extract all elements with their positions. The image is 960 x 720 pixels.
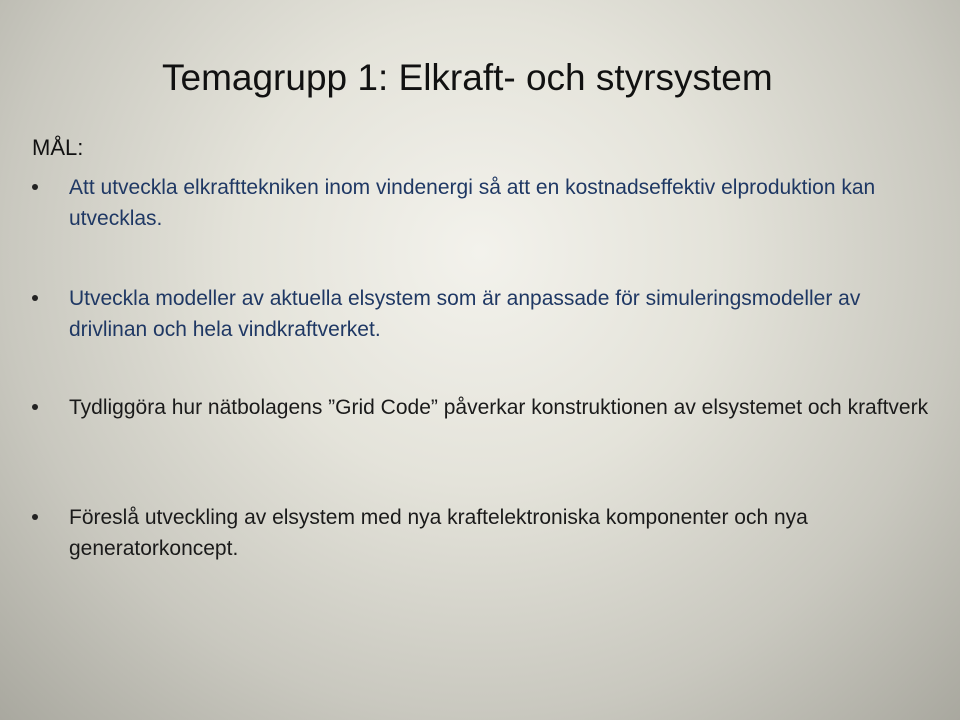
bullet-text-2: Utveckla modeller av aktuella elsystem som är anpassade för simuleringsmodeller av drivlinan och hela vindkraftverket. [69, 287, 861, 341]
bullet-dot-icon [32, 404, 38, 410]
slide-title: Temagrupp 1: Elkraft- och styrsystem [162, 57, 773, 98]
bullet-dot-icon [32, 295, 38, 301]
bullet-text-1: Att utveckla elkrafttekniken inom vindenergi så att en kostnadseffektiv elproduktion kan utvecklas. [69, 176, 876, 230]
section-label: MÅL: [32, 135, 84, 160]
bullet-dot-icon [32, 514, 38, 520]
bullet-text-3: Tydliggöra hur nätbolagens ”Grid Code” påverkar konstruktionen av elsystemet och kraftverk [69, 396, 929, 419]
bullet-dot-icon [32, 184, 38, 190]
bullet-text-4: Föreslå utveckling av elsystem med nya kraftelektroniska komponenter och nya generatorkoncept. [69, 506, 808, 560]
